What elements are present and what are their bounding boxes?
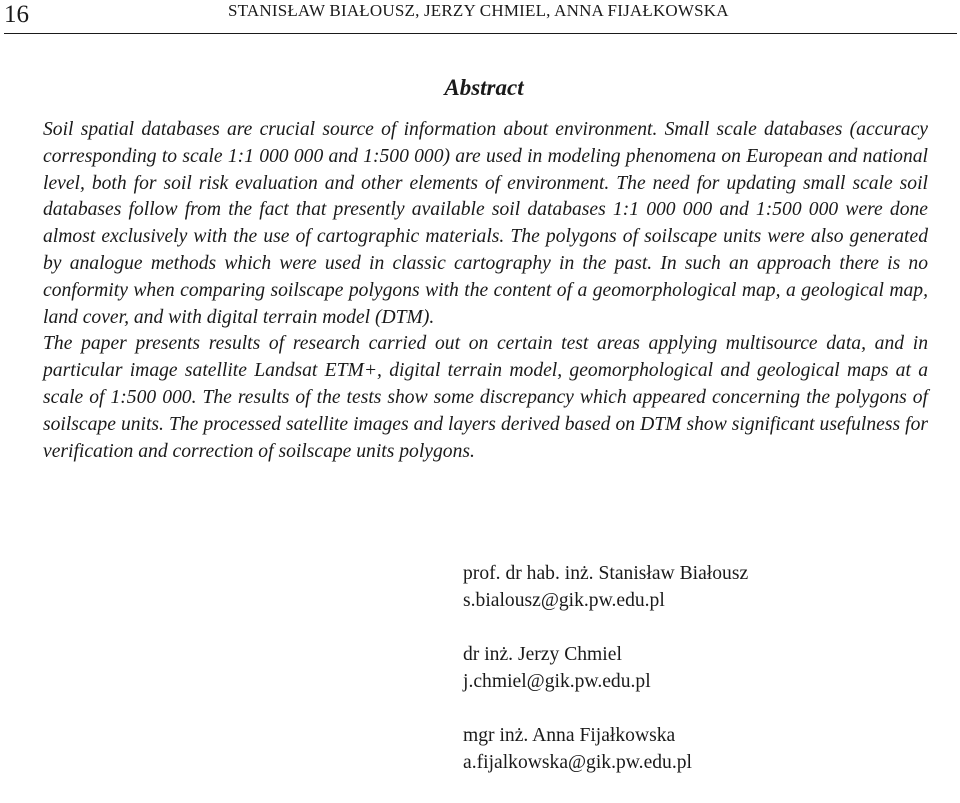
abstract-paragraph: Soil spatial databases are crucial source of information about environment. Small scale databases (accuracy corresponding to scale 1:1 000 000 and 1:500 000) are used in modeling phenomena on European and national level, both for soil risk evaluation and other elements of environment. The need for updating small scale soil databases follow from the fact that presently available soil databases 1:1 000 000 and 1:500 000 were done almost exclusively with the use of cartographic materials. The polygons of soilscape units were also generated by analogue methods which were used in classic cartography in the past. In such an approach there is no conformity when comparing soilscape polygons with the content of a geomorphological map, a geological map, land cover, and with digital terrain model (DTM). [43,119,928,328]
author-email: s.bialousz@gik.pw.edu.pl [463,590,665,611]
author-affiliations [463,560,748,803]
author-email: a.fijalkowska@gik.pw.edu.pl [463,752,692,773]
author-entry [463,722,748,776]
running-head: STANISŁAW BIAŁOUSZ, JERZY CHMIEL, ANNA FIJAŁKOWSKA [228,1,729,20]
author-entry [463,560,748,614]
author-name: mgr inż. Anna Fijałkowska [463,725,676,746]
header-rule [4,33,957,34]
author-email: j.chmiel@gik.pw.edu.pl [463,671,651,692]
author-entry [463,641,748,695]
abstract-paragraph: The paper presents results of research carried out on certain test areas applying multisource data, and in particular image satellite Landsat ETM+, digital terrain model, geomorphological and geological maps at a scale of 1:500 000. The results of the tests show some discrepancy which appeared concerning the polygons of soilscape units. The processed satellite images and layers derived based on DTM show significant usefulness for verification and correction of soilscape units polygons. [43,333,928,462]
author-name: dr inż. Jerzy Chmiel [463,644,622,665]
page-number: 16 [4,1,29,28]
author-name: prof. dr hab. inż. Stanisław Białousz [463,563,749,584]
abstract-heading: Abstract [444,75,524,100]
abstract-body [43,117,928,465]
